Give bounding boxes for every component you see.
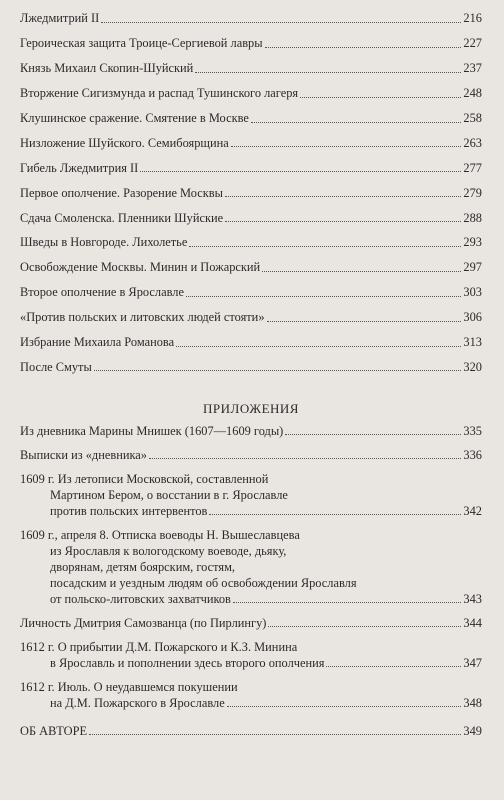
toc-entry-title: Освобождение Москвы. Минин и Пожарский <box>20 260 261 275</box>
appendix-entry-page: 343 <box>463 592 482 607</box>
dot-leader <box>300 97 461 98</box>
appendix-entry-page: 348 <box>463 696 482 711</box>
toc-entry <box>20 255 482 280</box>
toc-entry <box>20 56 482 81</box>
dot-leader <box>227 706 462 707</box>
about-author-title: ОБ АВТОРЕ <box>20 724 88 739</box>
toc-entry-title: Избрание Михаила Романова <box>20 335 175 350</box>
appendix-entry-title: Из дневника Марины Мнишек (1607—1609 годы) <box>20 424 284 439</box>
toc-appendix-list <box>20 423 482 739</box>
appendix-entry-line: от польско-литовских захватчиков <box>50 592 231 607</box>
toc-entry-page: 277 <box>463 160 482 175</box>
toc-entry-title: Вторжение Сигизмунда и распад Тушинского лагеря <box>20 86 299 101</box>
toc-entry-title: Князь Михаил Скопин-Шуйский <box>20 61 194 76</box>
toc-entry <box>20 205 482 230</box>
dot-leader <box>189 246 461 247</box>
dot-leader <box>251 122 462 123</box>
dot-leader <box>267 321 462 322</box>
appendix-entry <box>20 447 482 463</box>
appendix-entry-line: 1612 г. О прибытии Д.М. Пожарского и К.З. Минина <box>20 640 298 655</box>
appendix-entry-page: 335 <box>463 424 482 439</box>
toc-entry-page: 288 <box>463 210 482 225</box>
toc-entry <box>20 354 482 379</box>
toc-entry <box>20 155 482 180</box>
toc-entry-title: Гибель Лжедмитрия II <box>20 160 139 175</box>
toc-entry-title: Героическая защита Троице-Сергиевой лавры <box>20 36 263 51</box>
toc-entry-title: Низложение Шуйского. Семибоярщина <box>20 135 229 150</box>
toc-entry <box>20 6 482 31</box>
toc-entry-page: 263 <box>463 135 482 150</box>
dot-leader <box>225 196 461 197</box>
appendix-heading: ПРИЛОЖЕНИЯ <box>203 401 299 417</box>
dot-leader <box>186 296 461 297</box>
toc-entry <box>20 81 482 106</box>
dot-leader <box>149 458 461 459</box>
toc-entry <box>20 330 482 355</box>
toc-entry-title: Лжедмитрий II <box>20 11 100 26</box>
dot-leader <box>176 346 461 347</box>
toc-entry-title: Клушинское сражение. Смятение в Москве <box>20 111 249 125</box>
dot-leader <box>265 47 462 48</box>
toc-entry-page: 237 <box>463 61 482 76</box>
toc-entry <box>20 230 482 255</box>
toc-entry <box>20 31 482 56</box>
dot-leader <box>233 602 462 603</box>
dot-leader <box>94 370 462 371</box>
dot-leader <box>89 734 461 735</box>
toc-entry <box>20 280 482 305</box>
dot-leader <box>101 22 461 23</box>
toc-entry <box>20 106 482 131</box>
appendix-entry-title: Выписки из «дневника» <box>20 448 147 463</box>
appendix-entry <box>20 423 482 439</box>
appendix-entry-page: 347 <box>463 656 482 671</box>
appendix-entry-line: дворянам, детям боярским, гостям, <box>50 560 236 575</box>
dot-leader <box>231 146 462 147</box>
appendix-entry-line: на Д.М. Пожарского в Ярославле <box>50 696 225 711</box>
appendix-entry <box>20 615 482 631</box>
appendix-entry-page: 336 <box>463 448 482 463</box>
appendix-entry-line: посадским и уездным людям об освобождении Ярославля <box>50 576 357 591</box>
toc-entry <box>20 130 482 155</box>
appendix-entry <box>20 639 482 671</box>
appendix-entry <box>20 527 482 607</box>
appendix-entry <box>20 679 482 711</box>
dot-leader <box>140 171 461 172</box>
toc-entry-title: После Смуты <box>20 359 92 374</box>
toc-entry-title: Сдача Смоленска. Пленники Шуйские <box>20 210 224 225</box>
dot-leader <box>262 271 461 272</box>
toc-entry-title: Первое ополчение. Разорение Москвы <box>20 185 223 200</box>
toc-entry-page: 258 <box>463 111 482 125</box>
appendix-entry-page: 344 <box>463 616 482 631</box>
dot-leader <box>268 626 461 627</box>
toc-entry-page: 227 <box>463 36 482 51</box>
dot-leader <box>195 72 461 73</box>
toc-main-list <box>20 6 482 379</box>
toc-entry-page: 303 <box>463 285 482 300</box>
toc-entry-title: Второе ополчение в Ярославле <box>20 285 184 300</box>
appendix-entry-line: в Ярославль и пополнении здесь второго ополчения <box>50 656 325 671</box>
dot-leader <box>225 221 461 222</box>
dot-leader <box>326 666 461 667</box>
dot-leader <box>285 434 461 435</box>
appendix-entry-line: 1609 г. Из летописи Московской, составленной <box>20 472 269 487</box>
appendix-entry-line: 1609 г., апреля 8. Отписка воеводы Н. Вышеславцева <box>20 528 300 543</box>
appendix-entry-title: Личность Дмитрия Самозванца (по Пирлингу) <box>20 616 267 631</box>
appendix-entry <box>20 471 482 519</box>
toc-entry-page: 306 <box>463 310 482 325</box>
dot-leader <box>209 514 461 515</box>
appendix-entry-line: 1612 г. Июль. О неудавшемся покушении <box>20 680 238 695</box>
toc-entry-page: 216 <box>463 11 482 26</box>
toc-entry-page: 320 <box>463 359 482 374</box>
appendix-entry-line: из Ярославля к вологодскому воеводе, дьяку, <box>50 544 287 559</box>
appendix-entry-line: Мартином Бером, о восстании в г. Ярославле <box>50 488 288 503</box>
toc-entry <box>20 305 482 330</box>
toc-entry-page: 293 <box>463 235 482 250</box>
appendix-entry-line: против польских интервентов <box>50 504 208 519</box>
toc-entry-title: Шведы в Новгороде. Лихолетье <box>20 235 188 250</box>
appendix-entry-page: 342 <box>463 504 482 519</box>
about-author-entry <box>20 723 482 739</box>
toc-entry-page: 248 <box>463 86 482 101</box>
toc-entry-page: 297 <box>463 260 482 275</box>
toc-entry-title: «Против польских и литовских людей стояти» <box>20 310 265 325</box>
toc-entry <box>20 180 482 205</box>
about-author-page: 349 <box>463 724 482 739</box>
toc-entry-page: 279 <box>463 185 482 200</box>
toc-entry-page: 313 <box>463 335 482 350</box>
